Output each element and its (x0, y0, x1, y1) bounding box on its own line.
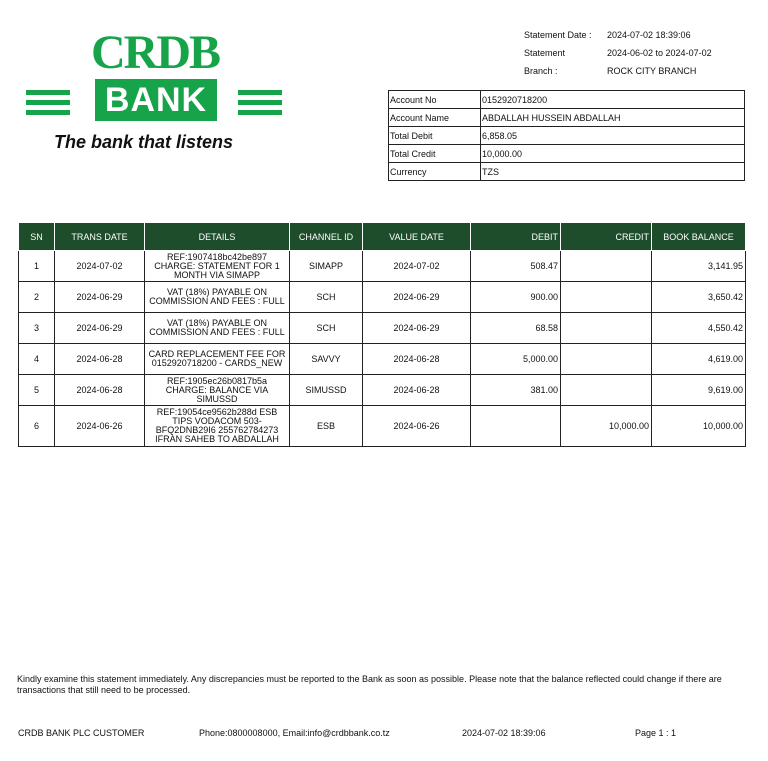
cell-balance: 3,650.42 (652, 282, 746, 313)
cell-debit: 68.58 (471, 313, 561, 344)
cell-balance: 9,619.00 (652, 375, 746, 406)
logo-wordmark: CRDB (90, 26, 219, 79)
account-row-name (389, 109, 745, 127)
cell-credit (561, 375, 652, 406)
meta-value: 2024-06-02 to 2024-07-02 (607, 48, 712, 58)
footer-company: CRDB BANK PLC CUSTOMER (18, 728, 145, 738)
account-label: Total Credit (389, 145, 481, 163)
cell-balance: 10,000.00 (652, 406, 746, 447)
meta-statement-period (524, 46, 754, 64)
cell-sn: 6 (19, 406, 55, 447)
cell-channel: ESB (290, 406, 363, 447)
table-header-row (19, 223, 746, 251)
logo-box: BANK (95, 79, 217, 121)
logo-bars-right (238, 90, 282, 120)
table-row (19, 282, 746, 313)
col-header-book-balance: BOOK BALANCE (652, 223, 746, 251)
account-summary-table (388, 90, 745, 181)
col-header-value-date: VALUE DATE (363, 223, 471, 251)
meta-label: Branch : (524, 66, 558, 76)
cell-debit: 900.00 (471, 282, 561, 313)
cell-value-date: 2024-06-29 (363, 282, 471, 313)
table-row (19, 375, 746, 406)
meta-label: Statement Date : (524, 30, 592, 40)
table-row (19, 313, 746, 344)
cell-sn: 5 (19, 375, 55, 406)
col-header-details: DETAILS (145, 223, 290, 251)
cell-debit: 5,000.00 (471, 344, 561, 375)
logo-bars-left (26, 90, 70, 120)
cell-trans-date: 2024-07-02 (55, 251, 145, 282)
statement-meta (524, 28, 754, 82)
footer-timestamp: 2024-07-02 18:39:06 (462, 728, 546, 738)
cell-details: REF:1905ec26b0817b5a CHARGE: BALANCE VIA SIMUSSD (145, 375, 290, 406)
meta-value: 2024-07-02 18:39:06 (607, 30, 691, 40)
cell-value-date: 2024-07-02 (363, 251, 471, 282)
footer-page-number: Page 1 : 1 (635, 728, 677, 738)
cell-trans-date: 2024-06-28 (55, 375, 145, 406)
cell-sn: 4 (19, 344, 55, 375)
transactions-table (18, 222, 746, 447)
account-label: Account No (389, 91, 481, 109)
cell-value-date: 2024-06-26 (363, 406, 471, 447)
col-header-sn: SN (19, 223, 55, 251)
account-row-number (389, 91, 745, 109)
cell-trans-date: 2024-06-29 (55, 282, 145, 313)
cell-credit (561, 251, 652, 282)
cell-sn: 2 (19, 282, 55, 313)
logo-tagline: The bank that listens (54, 132, 234, 152)
cell-credit (561, 313, 652, 344)
cell-details: VAT (18%) PAYABLE ON COMMISSION AND FEES : FULL (145, 282, 290, 313)
account-value: 6,858.05 (481, 127, 745, 145)
crdb-bank-logo (24, 24, 286, 160)
meta-label: Statement (524, 48, 566, 58)
cell-sn: 3 (19, 313, 55, 344)
cell-sn: 1 (19, 251, 55, 282)
cell-value-date: 2024-06-28 (363, 375, 471, 406)
cell-debit: 508.47 (471, 251, 561, 282)
cell-credit: 10,000.00 (561, 406, 652, 447)
account-label: Account Name (389, 109, 481, 127)
cell-debit: 381.00 (471, 375, 561, 406)
account-row-total-credit (389, 145, 745, 163)
cell-channel: SIMUSSD (290, 375, 363, 406)
account-label: Total Debit (389, 127, 481, 145)
table-row (19, 406, 746, 447)
table-row (19, 251, 746, 282)
account-row-currency (389, 163, 745, 181)
account-value: TZS (481, 163, 745, 181)
disclaimer-notice: Kindly examine this statement immediately. Any discrepancies must be reported to the Bank as soon as possible. Please note that the balance reflected could change if there are transactions that still need to be processed. (17, 674, 722, 695)
cell-balance: 4,550.42 (652, 313, 746, 344)
cell-channel: SCH (290, 282, 363, 313)
account-value: 0152920718200 (481, 91, 745, 109)
footer-contact: Phone:0800008000, Email:info@crdbbank.co.tz (199, 728, 390, 738)
cell-credit (561, 344, 652, 375)
account-label: Currency (389, 163, 481, 181)
cell-details: REF:19054ce9562b288d ESB TIPS VODACOM 503-BFQ2DNB29I6 255762784273 IFRAN SAHEB TO ABDALLAH (145, 406, 290, 447)
col-header-trans-date: TRANS DATE (55, 223, 145, 251)
col-header-credit: CREDIT (561, 223, 652, 251)
cell-balance: 4,619.00 (652, 344, 746, 375)
account-row-total-debit (389, 127, 745, 145)
table-row (19, 344, 746, 375)
cell-trans-date: 2024-06-28 (55, 344, 145, 375)
cell-value-date: 2024-06-28 (363, 344, 471, 375)
col-header-channel-id: CHANNEL ID (290, 223, 363, 251)
cell-details: VAT (18%) PAYABLE ON COMMISSION AND FEES : FULL (145, 313, 290, 344)
cell-balance: 3,141.95 (652, 251, 746, 282)
cell-debit (471, 406, 561, 447)
cell-channel: SCH (290, 313, 363, 344)
meta-value: ROCK CITY BRANCH (607, 66, 697, 76)
cell-trans-date: 2024-06-26 (55, 406, 145, 447)
meta-statement-date (524, 28, 754, 46)
cell-value-date: 2024-06-29 (363, 313, 471, 344)
account-value: ABDALLAH HUSSEIN ABDALLAH (481, 109, 745, 127)
cell-channel: SAVVY (290, 344, 363, 375)
cell-details: CARD REPLACEMENT FEE FOR 0152920718200 - CARDS_NEW (145, 344, 290, 375)
cell-trans-date: 2024-06-29 (55, 313, 145, 344)
cell-channel: SIMAPP (290, 251, 363, 282)
meta-branch (524, 64, 754, 82)
cell-credit (561, 282, 652, 313)
account-value: 10,000.00 (481, 145, 745, 163)
cell-details: REF:1907418bc42be897 CHARGE: STATEMENT FOR 1 MONTH VIA SIMAPP (145, 251, 290, 282)
col-header-debit: DEBIT (471, 223, 561, 251)
